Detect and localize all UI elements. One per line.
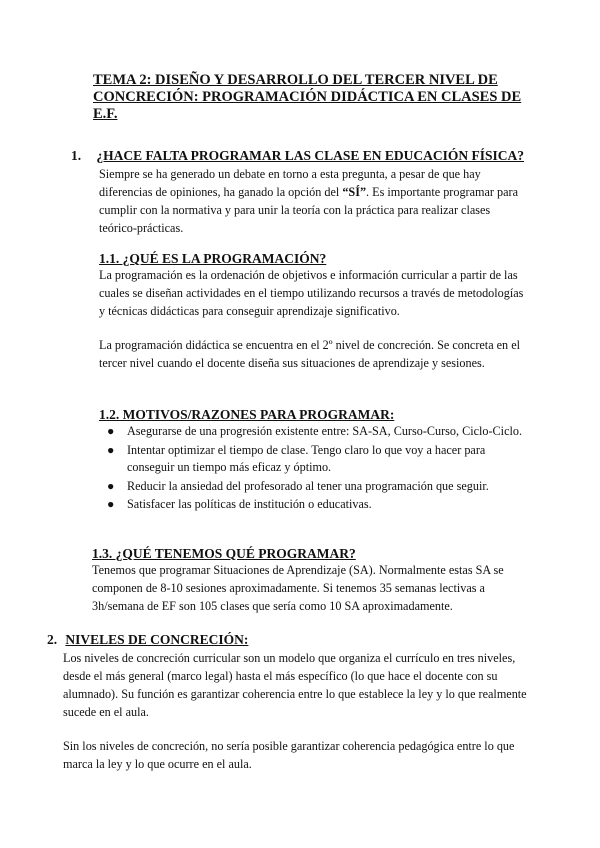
list-item (99, 442, 529, 477)
list-item-text: Intentar optimizar el tiempo de clase. Tengo claro lo que voy a hacer para conseguir un tiempo más eficaz y óptimo. (127, 442, 486, 474)
section-2-title: NIVELES DE CONCRECIÓN: (65, 632, 249, 647)
section-2-paragraph-2: Sin los niveles de concreción, no sería posible garantizar coherencia pedagógica entre lo que marca la ley y lo que ocurre en el aula. (63, 739, 515, 771)
section-1-1-heading: 1.1. ¿QUÉ ES LA PROGRAMACIÓN? (99, 251, 327, 266)
bullet-icon: ● (107, 424, 115, 438)
section-1-number: 1. (71, 148, 82, 163)
document-title: TEMA 2: DISEÑO Y DESARROLLO DEL TERCER NIVEL DE CONCRECIÓN: PROGRAMACIÓN DIDÁCTICA EN CLASES DE E.F. (93, 72, 522, 122)
bullet-icon: ● (107, 497, 115, 511)
section-1-3-paragraph: Tenemos que programar Situaciones de Aprendizaje (SA). Normalmente estas SA se componen de 8-10 sesiones aproximadamente. Si tenemos 35 semanas lectivas a 3h/semana de EF son 105 clases que sería como 10 SA aproximadamente. (92, 563, 504, 613)
list-item (99, 496, 529, 514)
bullet-icon: ● (107, 478, 115, 493)
list-item-text: Satisfacer las políticas de institución o educativas. (127, 497, 372, 511)
section-1-text-a: Siempre se ha generado un debate en torno a esta pregunta, a pesar de que hay diferencias de opiniones, ha ganado la opción del (99, 167, 481, 199)
section-1-text-bold: “SÍ” (342, 185, 367, 199)
list-item (99, 478, 529, 496)
section-2-number: 2. (47, 632, 58, 647)
section-1-heading (71, 147, 524, 164)
section-1-paragraph (99, 165, 531, 237)
reasons-list (99, 423, 529, 515)
list-item-text: Reducir la ansiedad del profesorado al tener una programación que seguir. (127, 478, 489, 493)
list-item (99, 423, 529, 441)
section-1-title: ¿HACE FALTA PROGRAMAR LAS CLASE EN EDUCACIÓN FÍSICA? (96, 148, 525, 163)
section-1-1-paragraph-1: La programación es la ordenación de objetivos e información curricular a partir de las cuales se diseñan actividades en el tiempo utilizando recursos a través de metodologías y técnicas didácticas para conseguir aprendizaje significativo. (99, 268, 524, 318)
section-2-paragraph-1: Los niveles de concreción curricular son un modelo que organiza el currículo en tres niveles, desde el más general (marco legal) hasta el más específico (lo que hace el docente con su alumnado). Su función es garantizar coherencia entre lo que establece la ley y lo que realmente sucede en el aula. (63, 651, 527, 719)
section-1-3-heading: 1.3. ¿QUÉ TENEMOS QUÉ PROGRAMAR? (92, 546, 356, 561)
list-item-text: Asegurarse de una progresión existente entre: SA-SA, Curso-Curso, Ciclo-Ciclo. (127, 424, 522, 438)
section-1-1-paragraph-2: La programación didáctica se encuentra en el 2º nivel de concreción. Se concreta en el tercer nivel cuando el docente diseña sus situaciones de aprendizaje y sesiones. (99, 338, 520, 370)
section-1-text-b: . Es importante programar para cumplir con la normativa y para unir la teoría con la práctica para realizar clases teórico-prácticas. (99, 185, 518, 235)
bullet-icon: ● (107, 442, 115, 457)
section-2-heading (47, 631, 248, 648)
section-1-2-heading: 1.2. MOTIVOS/RAZONES PARA PROGRAMAR: (99, 407, 395, 422)
